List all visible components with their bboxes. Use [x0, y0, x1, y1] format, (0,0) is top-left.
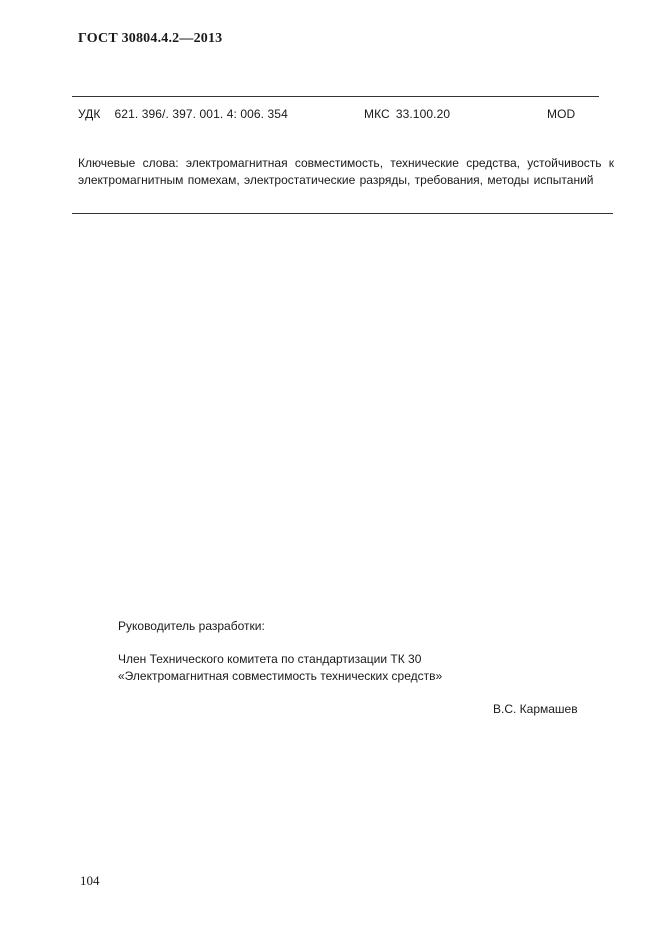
mks-code: 33.100.20	[395, 107, 451, 121]
udk-code: 621. 396/. 397. 001. 4: 006. 354	[114, 107, 288, 121]
page-number: 104	[80, 873, 100, 888]
signature-role-line-1: Член Технического комитета по стандартизации ТК 30	[118, 652, 422, 666]
mod-marker: MOD	[547, 107, 576, 121]
keywords-paragraph: Ключевые слова: электромагнитная совместимость, технические средства, устойчивость к электромагнитным помехам, электростатические разряды, требования, методы испытаний	[78, 156, 614, 187]
udk-classification	[78, 107, 288, 121]
bottom-divider	[72, 213, 613, 214]
mks-classification	[364, 107, 450, 121]
signature-lead: Руководитель разработки:	[118, 619, 265, 633]
signer-name: В.С. Кармашев	[493, 702, 578, 716]
udk-label: УДК	[78, 107, 101, 121]
signature-block	[118, 619, 593, 685]
top-divider	[72, 96, 599, 97]
signature-role-line-2: «Электромагнитная совместимость технических средств»	[118, 669, 443, 683]
page-header-standard: ГОСТ 30804.4.2—2013	[78, 31, 223, 46]
mks-label: МКС	[364, 107, 390, 121]
